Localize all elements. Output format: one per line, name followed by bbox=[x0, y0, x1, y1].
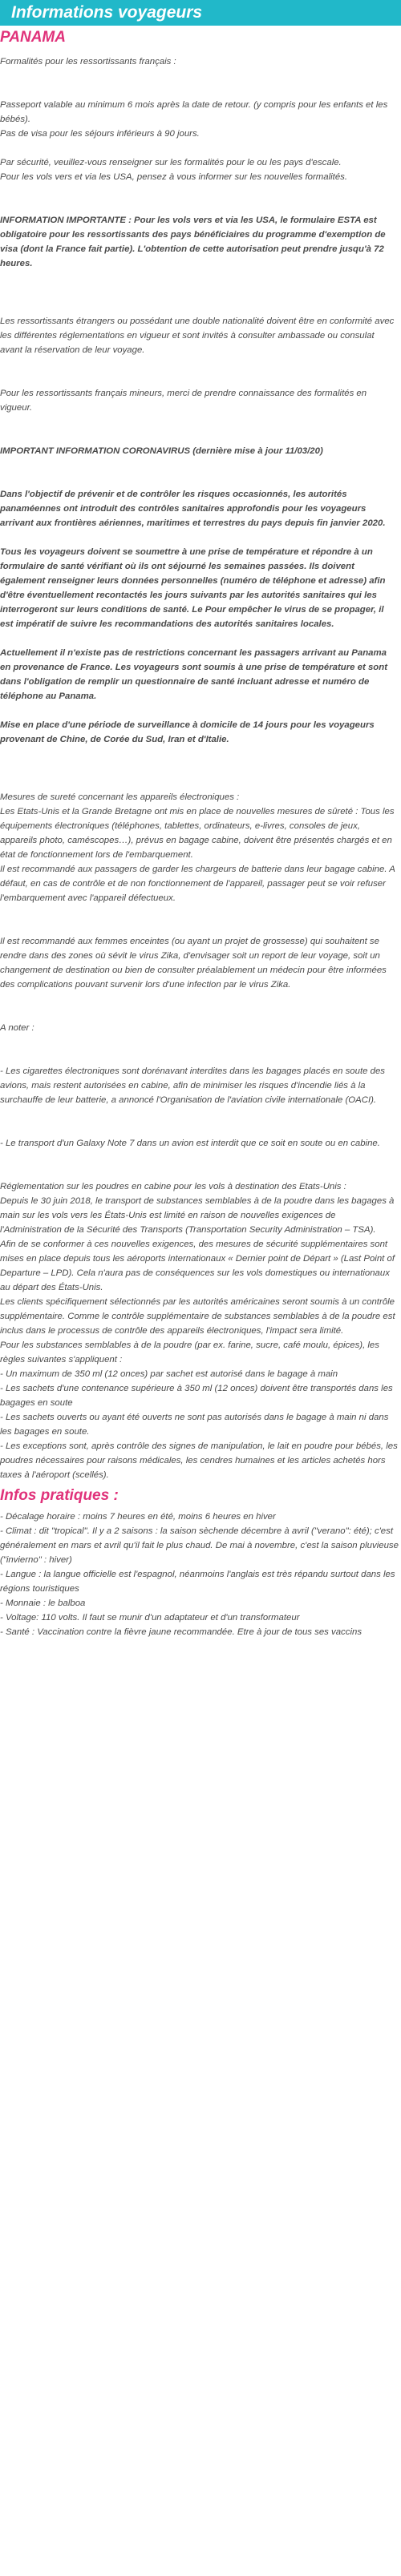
spacer bbox=[0, 473, 399, 487]
spacer bbox=[0, 458, 399, 473]
spacer bbox=[0, 1151, 399, 1165]
spacer bbox=[0, 184, 399, 199]
spacer bbox=[0, 1035, 399, 1050]
spacer bbox=[0, 703, 399, 718]
spacer bbox=[0, 271, 399, 285]
spacer bbox=[0, 631, 399, 646]
page-title-banner bbox=[0, 0, 401, 26]
paragraph: Tous les voyageurs doivent se soumettre à une prise de température et répondre à un formulaire de santé vérifiant où ils ont séjourné les semaines passées. Ils doivent également renseigner leurs données personnelles (numéro de téléphone et adresse) afin d'être éventuellement recontactés les jours suivants par les autorités sanitaires qui les interrogeront sur leurs conditions de santé. Le Pour empêcher le virus de se propager, il est impératif de suivre les recommandations des autorités sanitaires locales. bbox=[0, 547, 386, 629]
spacer bbox=[0, 285, 399, 300]
spacer bbox=[0, 905, 399, 920]
spacer bbox=[0, 530, 399, 545]
spacer bbox=[0, 776, 399, 790]
content bbox=[0, 29, 401, 1639]
paragraph: Mise en place d'une période de surveillance à domicile de 14 jours pour les voyageurs provenant de Chine, de Corée du Sud, Iran et d'Italie. bbox=[0, 720, 375, 744]
spacer bbox=[0, 1050, 399, 1064]
paragraph: IMPORTANT INFORMATION CORONAVIRUS (dernière mise à jour 11/03/20) bbox=[0, 446, 323, 456]
paragraph: Dans l'objectif de prévenir et de contrôler les risques occasionnés, les autorités panaméennes ont introduit des contrôles sanitaires approfondis pour les voyageurs arrivant aux frontières aériennes, maritimes et terrestres du pays depuis fin janvier 2020. bbox=[0, 490, 386, 528]
spacer bbox=[0, 992, 399, 1006]
paragraph: INFORMATION IMPORTANTE : Pour les vols vers et via les USA, le formulaire ESTA est obligatoire pour les ressortissants des pays bénéficiaires du programme d'exemption de visa (dont la France fait partie). L'obtention de cette autorisation peut prendre jusqu'à 72 heures. bbox=[0, 216, 386, 268]
spacer bbox=[0, 199, 399, 213]
spacer bbox=[0, 372, 399, 386]
paragraph: Passeport valable au minimum 6 mois après la date de retour. (y compris pour les enfants et les bébés). Pas de visa pour les séjours inférieurs à 90 jours. bbox=[0, 100, 388, 139]
paragraph: - Le transport d'un Galaxy Note 7 dans un avion est interdit que ce soit en soute ou en cabine. bbox=[0, 1139, 380, 1148]
country-title: PANAMA bbox=[0, 29, 66, 46]
spacer bbox=[0, 415, 399, 429]
paragraph: A noter : bbox=[0, 1023, 34, 1033]
spacer bbox=[0, 300, 399, 314]
spacer bbox=[0, 1107, 399, 1122]
formalities-section bbox=[0, 54, 399, 1482]
spacer bbox=[0, 1006, 399, 1021]
spacer bbox=[0, 761, 399, 776]
spacer bbox=[0, 357, 399, 372]
spacer bbox=[0, 69, 399, 83]
paragraph: - Les cigarettes électroniques sont dorénavant interdites dans les bagages placés en soute des avions, mais restent autorisées en cabine, afin de minimiser les risques d'incendie liés à la surchauffe de leur batterie, a annoncé l'Organisation de l'aviation civile internationale (OACI). bbox=[0, 1066, 385, 1105]
paragraph: Pour les ressortissants français mineurs, merci de prendre connaissance des formalités en vigueur. bbox=[0, 389, 367, 413]
paragraph: Actuellement il n'existe pas de restrictions concernant les passagers arrivant au Panama en provenance de France. Les voyageurs sont soumis à une prise de température et sont dans l'obligation de remplir un questionnaire de santé incluant adresse et numéro de téléphone au Panama. bbox=[0, 648, 387, 701]
paragraph: Par sécurité, veuillez-vous renseigner sur les formalités pour le ou les pays d'escale. Pour les vols vers et via les USA, pensez à vous informer sur les nouvelles formalités. bbox=[0, 158, 348, 182]
spacer bbox=[0, 1122, 399, 1136]
infos-text: - Décalage horaire : moins 7 heures en été, moins 6 heures en hiver - Climat : dit "tropical". Il y a 2 saisons : la saison sèchende décembre à avril ("verano": été); c'est généralement en mars et avril qu'il fait le plus chaud. De mai à novembre, c'est la saison pluvieuse ("invierno" : hiver) - Langue : la langue officielle est l'espagnol, néanmoins l'anglais est très répandu surtout dans les régions touristiques - Monnaie : le balboa - Voltage: 110 volts. Il faut se munir d'un adaptateur et d'un transformateur - Santé : Vaccination contre la fièvre jaune recommandée. Etre à jour de tous ses vaccins bbox=[0, 1512, 399, 1637]
paragraph: Réglementation sur les poudres en cabine pour les vols à destination des Etats-Unis : Depuis le 30 juin 2018, le transport de substances semblables à de la poudre dans les bagages à main sur les vols vers les États-Unis est limité en raison de nouvelles exigences de l'Administration de la Sécurité des Transports (Transportation Security Administration – TSA). Afin de se conformer à ces nouvelles exigences, des mesures de sécurité supplémentaires sont mises en place depuis tous les aéroports internationaux « Dernier point de Départ » (Last Point of Departure – LPD). Cela n'aura pas de conséquences sur les vols domestiques ou internationaux au départ des États-Unis. Les clients spécifiquement sélectionnés par les autorités américaines seront soumis à un contrôle supplémentaire. Comme le contrôle supplémentaire de substances semblables à de la poudre est inclus dans le processus de contrôle des appareils électroniques, l'impact sera limité. Pour les substances semblables à de la poudre (par ex. farine, sucre, café moulu, épices), les règles suivantes s'appliquent : - Un maximum de 350 ml (12 onces) par sachet est autorisé dans le bagage à main - Les sachets d'une contenance supérieure à 350 ml (12 onces) doivent être transportés dans les bagages en soute - Les sachets ouverts ou ayant été ouverts ne sont pas autorisés dans le bagage à main ni dans les bagages en soute. - Les exceptions sont, après contrôle des signes de manipulation, le lait en poudre pour bébés, les poudres nécessaires pour raisons médicales, les cendres humaines et les articles achetés hors taxes à l'aéroport (scellés). bbox=[0, 1182, 398, 1480]
paragraph: Les ressortissants étrangers ou possédant une double nationalité doivent être en conformité avec les différentes réglementations en vigueur et sont invités à consulter ambassade ou consulat avant la réservation de leur voyage. bbox=[0, 316, 395, 355]
spacer bbox=[0, 747, 399, 761]
spacer bbox=[0, 141, 399, 155]
spacer bbox=[0, 83, 399, 98]
page-title: Informations voyageurs bbox=[11, 3, 203, 22]
spacer bbox=[0, 920, 399, 934]
spacer bbox=[0, 1165, 399, 1179]
paragraph: Mesures de sureté concernant les appareils électroniques : Les Etats-Unis et la Grande Bretagne ont mis en place de nouvelles mesures de sûreté : Tous les équipements électroniques (téléphones, tablettes, ordinateurs, e-livres, consoles de jeux, appareils photo, caméscopes…), prévus en bagage cabine, doivent être présentés chargés et en état de fonctionnement lors de l'embarquement. Il est recommandé aux passagers de garder les chargeurs de batterie dans leur bagage cabine. A défaut, en cas de contrôle et de non fonctionnement de l'appareil, passager peut se voir refuser l'embarquement avec l'appareil défectueux. bbox=[0, 792, 395, 903]
spacer bbox=[0, 429, 399, 444]
paragraph: Il est recommandé aux femmes enceintes (ou ayant un projet de grossesse) qui souhaitent se rendre dans des zones où sévit le virus Zika, d'envisager soit un report de leur voyage, soit un changement de destination ou bien de consulter préalablement un médecin pour être informées des complications pouvant survenir lors d'une infection par le virus Zika. bbox=[0, 937, 387, 990]
paragraph: Formalités pour les ressortissants français : bbox=[0, 57, 176, 67]
infos-title: Infos pratiques : bbox=[0, 1487, 119, 1504]
